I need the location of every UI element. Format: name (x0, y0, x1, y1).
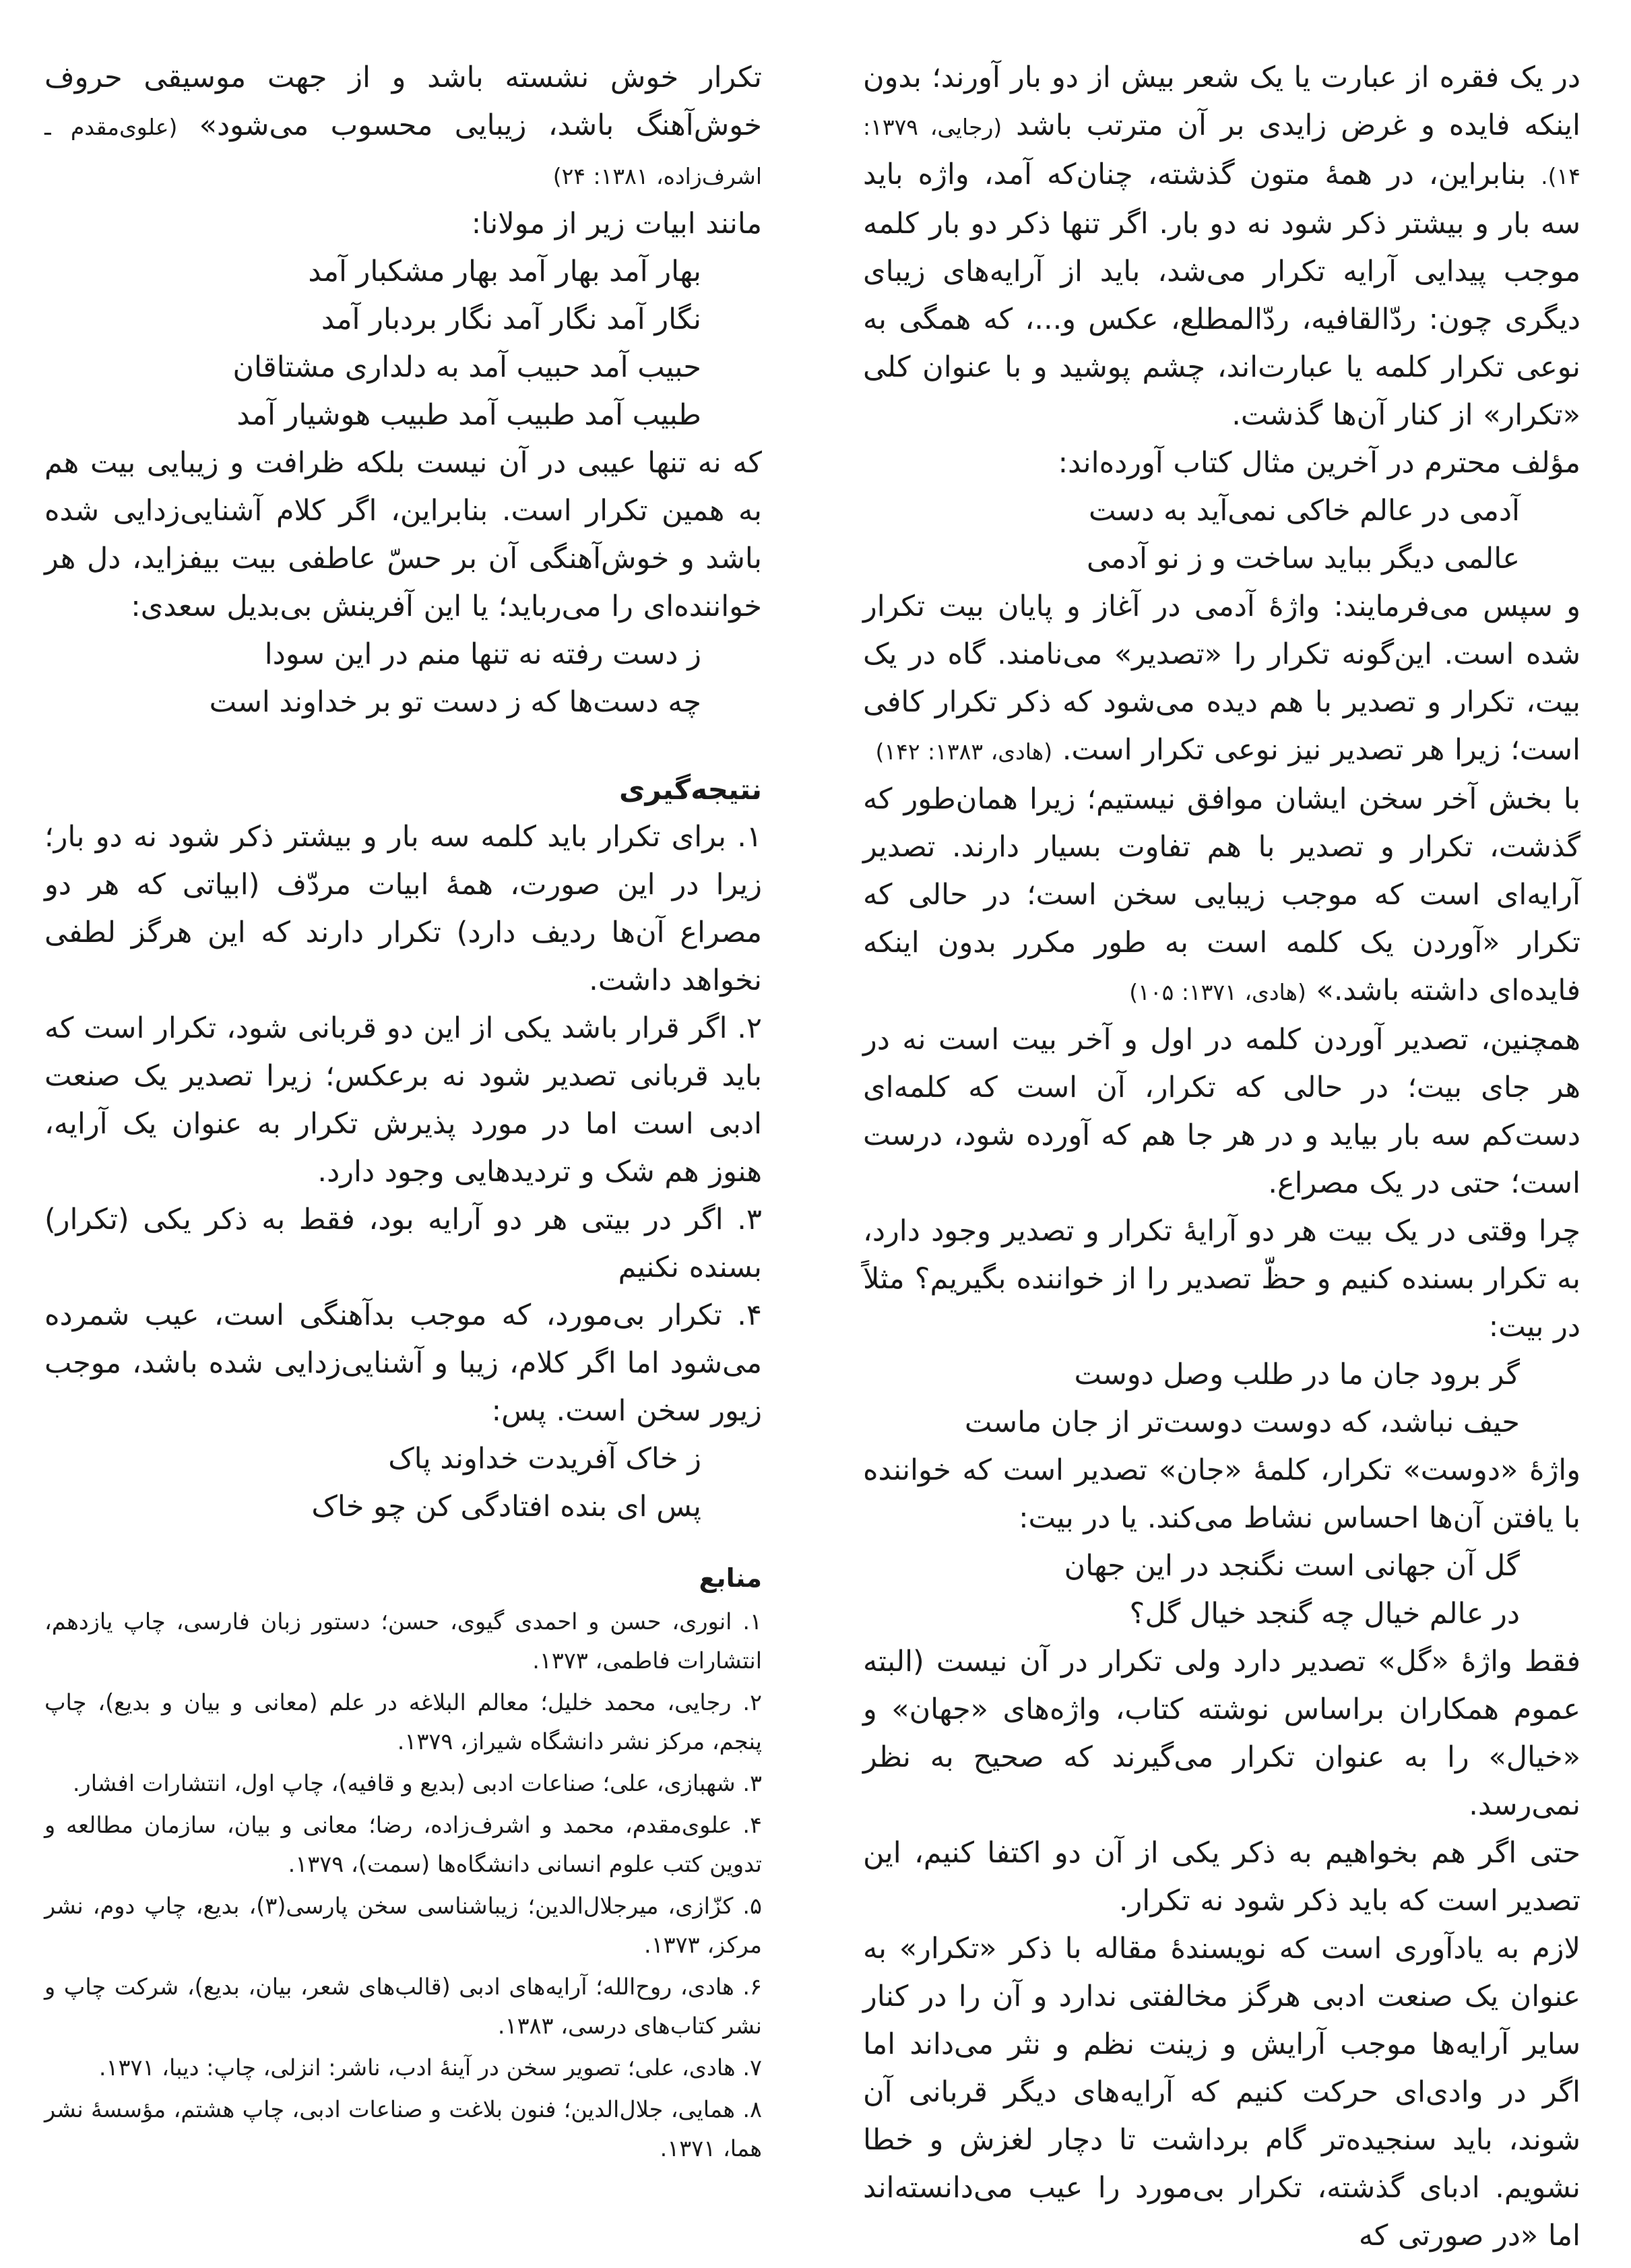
closing-verses (44, 1435, 762, 1531)
left-column-body (44, 54, 762, 726)
verse-line: ز خاک آفریدت خداوند پاک (388, 1442, 701, 1476)
verse-line: حبیب آمد حبیب آمد به دلداری مشتاقان (232, 350, 701, 384)
paragraph: چرا وقتی در یک بیت هر دو آرایهٔ تکرار و تصدیر وجود دارد، به تکرار بسنده کنیم و حظّ تصدیر را از خواننده بگیریم؟ مثلاً در بیت: (863, 1214, 1580, 1344)
conclusion-list (44, 813, 762, 1435)
verse-line: نگار آمد نگار آمد نگار بردبار آمد (321, 303, 701, 336)
citation: (رجایی، ۱۳۷۹: ۱۴). (863, 114, 1580, 189)
verse-line: ز دست رفته نه تنها منم در این سودا (264, 637, 701, 671)
reference-item: ۵. کزّازی، میرجلال‌الدین؛ زیباشناسی سخن پارسی(۳)، بدیع، چاپ دوم، نشر مرکز، ۱۳۷۳. (44, 1893, 762, 1958)
paragraph: با بخش آخر سخن ایشان موافق نیستیم؛ زیرا همان‌طور که گذشت، تکرار و تصدیر با هم تفاوت بسیار دارند. تصدیر آرایه‌ای است که موجب زیبایی سخن است؛ در حالی که تکرار «آوردن یک کلمه است به طور مکرر بدون اینکه فایده‌ای داشته باشد.» (هادی، ۱۳۷۱: ۱۰۵) (863, 782, 1580, 1007)
paragraph: که نه تنها عیبی در آن نیست بلکه ظرافت و زیبایی بیت هم به همین تکرار است. بنابراین، اگر کلام آشنایی‌زدایی شده باشد و خوش‌آهنگی آن بر حسّ عاطفی بیت بیفزاید، دل هر خواننده‌ای را می‌رباید؛ یا این آفرینش بی‌بدیل سعدی: (44, 446, 762, 623)
conclusion-item: ۱. برای تکرار باید کلمه سه بار و بیشتر ذکر شود نه دو بار؛ زیرا در این صورت، همهٔ ابیات مردّف (ابیاتی که هر دو مصراع آن‌ها ردیف دارد) تکرار دارند که این هرگز لطفی نخواهد داشت. (44, 820, 762, 997)
verse-line: حیف نباشد، که دوست دوست‌تر از جان ماست (964, 1406, 1520, 1439)
conclusion-item: ۲. اگر قرار باشد یکی از این دو قربانی شود، تکرار است که باید قربانی تصدیر شود نه برعکس؛ زیرا تصدیر یک صنعت ادبی است اما در مورد پذیرش تکرار به عنوان یک آرایه، هنوز هم شک و تردیدهایی وجود دارد. (44, 1011, 762, 1189)
conclusion-heading: نتیجه‌گیری (619, 773, 762, 806)
paragraph: مؤلف محترم در آخرین مثال کتاب آورده‌اند: (1058, 446, 1580, 480)
paragraph: تکرار خوش نشسته باشد و از جهت موسیقی حروف خوش‌آهنگ باشد، زیبایی محسوب می‌شود» (علوی‌مقدم ـ اشرف‌زاده، ۱۳۸۱: ۲۴) (44, 61, 762, 189)
reference-item: ۴. علوی‌مقدم، محمد و اشرف‌زاده، رضا؛ معانی و بیان، سازمان مطالعه و تدوین کتب علوم انسانی دانشگاه‌ها (سمت)، ۱۳۷۹. (44, 1812, 762, 1877)
verse-line: گل آن جهانی است نگنجد در این جهان (1064, 1549, 1520, 1583)
right-column (863, 54, 1580, 2260)
paragraph: مانند ابیات زیر از مولانا: (471, 207, 762, 241)
reference-item: ۳. شهبازی، علی؛ صناعات ادبی (بدیع و قافیه)، چاپ اول، انتشارات افشار. (72, 1770, 762, 1796)
paragraph: واژهٔ «دوست» تکرار، کلمهٔ «جان» تصدیر است که خواننده با یافتن آن‌ها احساس نشاط می‌کند. یا در بیت: (863, 1453, 1580, 1535)
references-heading: منابع (699, 1563, 762, 1593)
verse-line: طبیب آمد طبیب آمد طبیب هوشیار آمد (236, 398, 701, 432)
reference-item: ۶. هادی، روح‌الله؛ آرایه‌های ادبی (قالب‌های شعر، بیان، بدیع)، شرکت چاپ و نشر کتاب‌های درسی، ۱۳۸۳. (44, 1974, 762, 2039)
citation: (علوی‌مقدم ـ اشرف‌زاده، ۱۳۸۱: ۲۴) (44, 114, 762, 189)
verse-line: گر برود جان ما در طلب وصل دوست (1074, 1358, 1520, 1391)
reference-item: ۱. انوری، حسن و احمدی گیوی، حسن؛ دستور زبان فارسی، چاپ یازدهم، انتشارات فاطمی، ۱۳۷۳. (44, 1608, 762, 1674)
paragraph: لازم به یادآوری است که نویسندهٔ مقاله با ذکر «تکرار» به عنوان یک صنعت ادبی هرگز مخالفتی ندارد و آن را در کنار سایر آرایه‌ها موجب آرایش و زینت نظم و نثر می‌داند اما اگر در وادی‌ای حرکت کنیم که آرایه‌های دیگر قربانی آن شوند، باید سنجیده‌تر گام برداشت تا دچار لغزش و خطا نشویم. ادبای گذشته، تکرار بی‌مورد را عیب می‌دانسته‌اند اما «در صورتی که (863, 1932, 1580, 2253)
verse-line: آدمی در عالم خاکی نمی‌آید به دست (1089, 494, 1520, 528)
reference-item: ۸. همایی، جلال‌الدین؛ فنون بلاغت و صناعات ادبی، چاپ هشتم، مؤسسهٔ نشر هما، ۱۳۷۱. (44, 2096, 762, 2162)
paragraph: فقط واژهٔ «گل» تصدیر دارد ولی تکرار در آن نیست (البته عموم همکاران براساس نوشته کتاب، واژه‌های «جهان» و «خیال» را به عنوان تکرار می‌گیرند که صحیح به نظر نمی‌رسد. (863, 1645, 1580, 1822)
citation: (هادی، ۱۳۸۳: ۱۴۲) (875, 738, 1053, 765)
conclusion-item: ۳. اگر در بیتی هر دو آرایه بود، فقط به ذکر یکی (تکرار) بسنده نکنیم (44, 1203, 762, 1284)
verse-line: بهار آمد بهار آمد بهار مشکبار آمد (308, 255, 701, 288)
paragraph: در یک فقره از عبارت یا یک شعر بیش از دو بار آورند؛ بدون اینکه فایده و غرض زایدی بر آن مترتب باشد (رجایی، ۱۳۷۹: ۱۴). بنابراین، در همهٔ متون گذشته، چنان‌که آمد، واژه باید سه بار و بیشتر ذکر شود نه دو بار. اگر تنها ذکر دو بار کلمه موجب پیدایی آرایه تکرار می‌شد، باید از آرایه‌های زیبای دیگری چون: ردّالقافیه، ردّالمطلع، عکس و...، که همگی به نوعی تکرار کلمه یا عبارت‌اند، چشم پوشید و با عنوان کلی «تکرار» از کنار آن‌ها گذشت. (863, 61, 1580, 432)
reference-item: ۲. رجایی، محمد خلیل؛ معالم البلاغه در علم (معانی و بیان و بدیع)، چاپ پنجم، مرکز نشر دانشگاه شیراز، ۱۳۷۹. (44, 1689, 762, 1755)
verse-line: عالمی دیگر بباید ساخت و ز نو آدمی (1086, 542, 1520, 575)
verse-line: چه دست‌ها که ز دست تو بر خداوند است (209, 685, 701, 719)
verse-line: پس ای بنده افتادگی کن چو خاک (311, 1490, 701, 1523)
paragraph: و سپس می‌فرمایند: واژهٔ آدمی در آغاز و پایان بیت تکرار شده است. این‌گونه تکرار را «تصدیر» می‌نامند. گاه در یک بیت، تکرار و تصدیر با هم دیده می‌شود که ذکر تکرار کافی است؛ زیرا هر تصدیر نیز نوعی تکرار است. (هادی، ۱۳۸۳: ۱۴۲) (863, 590, 1580, 767)
conclusion-item: ۴. تکرار بی‌مورد، که موجب بدآهنگی است، عیب شمرده می‌شود اما اگر کلام، زیبا و آشنایی‌زدایی شده باشد، موجب زیور سخن است. پس: (44, 1298, 762, 1428)
paragraph: همچنین، تصدیر آوردن کلمه در اول و آخر بیت است نه در هر جای بیت؛ در حالی که تکرار، آن است که کلمه‌ای دست‌کم سه بار بیاید و در هر جا هم که آورده شود، درست است؛ حتی در یک مصراع. (863, 1023, 1580, 1200)
references-list (44, 1602, 762, 2168)
reference-item: ۷. هادی، علی؛ تصویر سخن در آینهٔ ادب، ناشر: انزلی، چاپ: دیبا، ۱۳۷۱. (98, 2054, 762, 2081)
citation: (هادی، ۱۳۷۱: ۱۰۵) (1129, 979, 1306, 1005)
paragraph: حتی اگر هم بخواهیم به ذکر یکی از آن دو اکتفا کنیم، این تصدیر است که باید ذکر شود نه تکرار. (863, 1836, 1580, 1918)
left-column (44, 54, 762, 2171)
verse-line: در عالم خیال چه گنجد خیال گل؟ (1129, 1597, 1520, 1631)
